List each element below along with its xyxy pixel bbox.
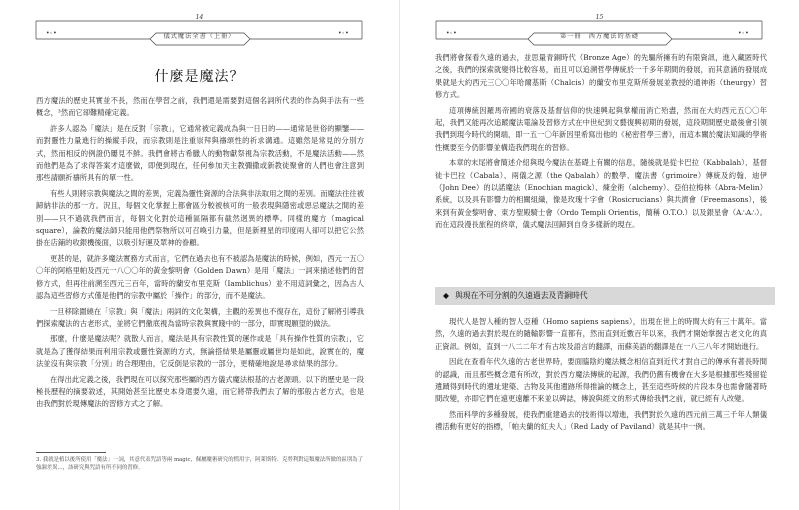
paragraph: 我們將會探看久遠的過去，並思量青銅時代（Bronze Age）的先驅所擁有的有限資訊，進入藏匿時代之後，我們的探索就變得比較容易，而且可以追溯哲學傳統於一千多年期間的發展，而其意涵的發展成果就是大約西元三〇〇年哈爾基斯（Chalcis）的蘭安布里克斯所發展並教授的通神術（theurgy）習修方式。 (435, 53, 767, 100)
page-number: 15 (595, 14, 604, 21)
left-page (0, 0, 399, 510)
footnote: 3. 我就是植以後所使用「魔法」一詞，其意代表咒語等兩 magic，佩屬魔術研究的慣用字，阿萊斯特．克勞利對這類魔法所做的區別為了強調差異...，該研究與咒語有所不同的習修。 (36, 457, 363, 472)
left-running-header (0, 12, 399, 46)
section-heading-bar (435, 287, 775, 305)
paragraph: 許多人認為「魔法」是在反對「宗教」，它通常被定義成為與一日日的——通常是世俗的顯鑒——而對靈性力量進行的操縱手段，而宗教則是注重崇拜與禱頌性的祈求溝通。這雖然是常見的分別方式，然而相反的例證仍屢見不鮮。我們會將古希臘人的動物獻祭視為宗教活動，不是魔法活動——然而他們是為了求得答案才這麼做，即便到現在，任何參加天主教彌撒或新教徒聚會的人們也會注意到那些請願祈禱所具有的單一性。 (36, 123, 364, 183)
right-body-text-bottom (435, 316, 767, 437)
header-dot-ornament: •◦• (46, 30, 57, 37)
paragraph: 西方魔法的歷史其實並不長，然而在學習之前，我們還是需要對這個名詞所代表的作為與手法有一些概念，³然而它卻難精確定義。 (36, 96, 364, 118)
header-dot-ornament: •◦• (338, 30, 349, 37)
paragraph: 本章的末尾將會簡述介紹與現今魔法在基礎上有關的信息，隨後就是從卡巴拉（Kabbalah）、基督徒卡巴拉（Cabala）、兩儀之源（the Qabalah）的數學、魔法書（grimoire）傳統及約翰．迪伊（John Dee）的以諾魔法（Enochian magick）、煉金術（alchemy）、亞伯拉梅林（Abra-Melin）系統，以及具有影響力的相關組織，像是玫瑰十字會（Rosicrucians）與共濟會（Freemasons），後來到有黃金黎明會、東方聖殿騎士會（Ordo Templi Orientis，簡稱 O.T.O.）以及銀星會（A∴A∴）。而在這段漫長旅程的終章，儀式魔法回歸到自身多樣新的現在。 (435, 158, 767, 230)
diamond-bullet-icon: ◆ (443, 291, 449, 300)
right-body-text-top (435, 52, 767, 235)
header-dot-ornament: •◦• (446, 30, 457, 37)
footnote-rule (36, 452, 106, 453)
paragraph: 這項傳統因羅馬帝國的衰落及基督信仰的快速興起與掌權而消亡殆盡，然而在大約西元五〇〇年起，我們又能再次追蹤魔法電論及習修方式在中世紀到文藝復興初期的發展，這段期間歷史最後會引領我們到現今時代的開端，即一五一〇年新因里希寫出他的《秘密哲學三書》，而這本關於魔法知識的學術性概要至今仍影響並構造我們現在的習修。 (435, 105, 768, 152)
paragraph: 一旦移除圍繞在「宗教」與「魔法」兩詞的文化架構，主觀的差異也不復存在，這份了解將引導我們探索魔法的古老形式，並將它們徹底視為當時宗教與實踐中的一部分，即實現願望的做法。 (36, 306, 364, 328)
chapter-title: 什麼是魔法？ (154, 69, 245, 85)
section-heading: 與現在不可分割的久遠過去及青銅時代 (455, 291, 588, 300)
paragraph: 現代人是智人種的智人亞種（Homo sapiens sapiens），出現在世上的時間大約有三十萬年。當然，久遠的過去對於現在的隨輸影響一直都有，然而直到近數百年以來，我們才開始掌握古老文化的真正資訊。例如，直到一八二二年才有古埃及語言的翻譯，而蘇美語的翻譯是在一八三八年才開始進行。 (435, 317, 767, 351)
header-dot-ornament: •◦• (738, 30, 749, 37)
running-head-title: 第一冊 西方魔法的基礎 (559, 33, 640, 40)
right-page (400, 0, 799, 510)
paragraph: 在得出此定義之後，我們現在可以探究那些屬的西方儀式魔法根基的古老源頭。以下的歷史是一段極長歷程的摘要敘述，其開始甚至比歷史本身還要久遠，而它將帶我們去了解的那般古老方式，也是由我們對於現傳魔法的習修方式之了解。 (36, 374, 364, 409)
paragraph: 更甚的是，就許多魔法實務方式而言，它們在過去也有不被認為是魔法的時候，例如，西元一五〇〇年的阿格里帕及西元一八〇〇年的黃金黎明會（Golden Dawn）是用「魔法」一詞來描述他們的習修方式，但再往前溯至西元三百年，當時的蘭安布里克斯（Iamblichus）並不用這詞彙之，因為古人認為這些習修方式僅是他們的宗教中屬於「操作」的部分，而不是魔法。 (36, 253, 364, 301)
page-number: 14 (195, 14, 204, 21)
paragraph: 因此在查看年代久遠的古老世界時，要面臨陰約魔法概念相信直到近代才對自己的傳承有著長時間的認識，而且那些概念還有所改，對於西方魔法傳統的起源，我們仍舊有機會在大多是根據那些殘留從遺蹟得到時代的遺址建築、古物及其他遺跡所得推論的概念上，甚至這些時候的片段本身也需會隨著時間改變，亦即它們在遠更遠離不來並以碑誌，傳說與經文的形式傳給我們之前，就已經有人改變。 (435, 357, 767, 404)
left-body-text (36, 95, 364, 414)
right-running-header (400, 12, 799, 46)
paragraph: 然而科學的多種發展，使我們重建過去的技術得以增進，我們對於久遠的西元前三萬三千年人類儀禮活動有更好的指標，「帕夫蘭的紅夫人」（Red Lady of Paviland）就是其中一例。 (435, 409, 767, 432)
running-head-title: 儀式魔法全書（上冊） (163, 33, 236, 40)
paragraph: 有些人則將宗教與魔法之間的差異，定義為靈性資源的合法與非法取用之間的差別。而魔法往往被歸納非法的那一方。況且，每個文化掌握上都會區分較被核可的一般表現與隱密或惡忌魔法之間的差別——只不過就我們而言，每個文化對於這種區隔都有截然迥異的標準。同樣的魔方（magical square），論教的魔法師只能用他們祭物所以可召喚引力量，但是新裡星的印度兩人卻可以把它公然掛在店鋪的收銀機後面，以吸引好運及眾神的眷顧。 (36, 188, 364, 248)
paragraph: 那麼，什麼是魔法呢？就散人而言，魔法是具有宗教性質的運作或是「具有操作性質的宗教」，它就是為了獲得結果而利用宗教或靈性資源的方式，無論搭結果是屬靈或屬世均是如此，說實在的，魔法並沒有與宗教「分別」的合理理由，它反倒是宗教的一部分，更精確地說是尋求結果的部分。 (36, 334, 364, 369)
